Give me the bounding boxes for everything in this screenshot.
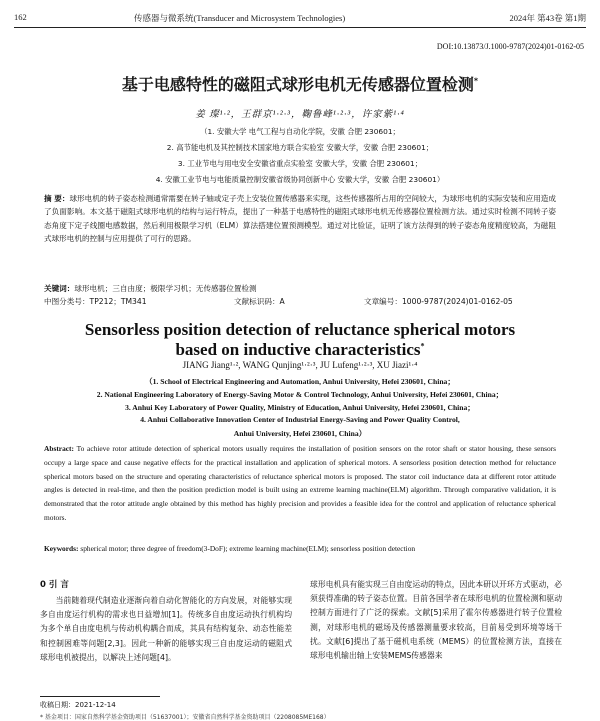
english-affiliation-2: 2. National Engineering Laboratory of Energy-Saving Motor & Control Technology, Anhui University, Hefei 230601, China； <box>96 390 504 399</box>
issue-info: 2024年 第43卷 第1期 <box>509 13 586 23</box>
body-right-column: 球形电机具有能实现三自由度运动的特点，因此本研以开环方式驱动，必须获得准确的转子姿态位置。目前各国学者在球形电机的位置检测和驱动控制方面进行了广泛的探索。文献[5]采用了霍尔传感器进行转子位置检测，对球形电机的磁场及传感器测量要求较高，目前易受到环境等场干扰。文献[6]提出了基于磁机电系统（MEMS）的位置检测方法，直接在球形电机输出轴上安装MEMS传感器来 <box>310 580 562 661</box>
chinese-affiliation-4: 4. 安徽工业节电与电能质量控制安徽省级协同创新中心 安徽大学，安徽 合肥 230601） <box>155 175 445 184</box>
english-affiliation-3: 3. Anhui Key Laboratory of Power Quality, Ministry of Education, Anhui University, Hefei 230601, China； <box>125 403 475 412</box>
section-heading-introduction: 0 引 言 <box>40 580 69 590</box>
doi[interactable]: DOI:10.13873/J.1000-9787(2024)01-0162-05 <box>436 42 584 51</box>
english-abstract <box>44 442 556 525</box>
english-affiliation-1: （1. School of Electrical Engineering and Automation, Anhui University, Hefei 230601, China； <box>145 377 455 386</box>
title-footnote-mark: * <box>473 76 479 86</box>
received-date: 收稿日期：2021-12-14 <box>40 701 116 709</box>
journal-name: 传感器与微系统(Transducer and Microsystem Technologies) <box>134 13 346 23</box>
fund-info: * 基金项目：国家自然科学基金资助项目（51637001）；安徽省自然科学基金资助项目（2208085ME168） <box>40 714 330 721</box>
english-affiliation-4a: 4. Anhui Collaborative Innovation Center of Industrial Energy-Saving and Power Quality Control, <box>140 415 460 424</box>
english-keywords-label: Keywords: <box>44 544 79 553</box>
chinese-keywords <box>44 283 556 294</box>
english-abstract-label: Abstract: <box>44 444 74 453</box>
header-rule <box>14 27 586 28</box>
english-affiliation-4b: Anhui University, Hefei 230601, China） <box>233 429 367 438</box>
document-code: 文献标识码：A <box>234 297 285 306</box>
english-title-line-2 <box>0 340 600 360</box>
english-keywords-text: spherical motor; three degree of freedom(3-DoF); extreme learning machine(ELM); sensorless position detection <box>80 544 416 553</box>
chinese-affiliation-1: （1. 安徽大学 电气工程与自动化学院，安徽 合肥 230601； <box>200 127 400 136</box>
english-keywords <box>44 542 556 556</box>
english-authors: JIANG Jiang¹·², WANG Qunjing¹·²·³, JU Lufeng¹·²·³, XU Jiazi¹·⁴ <box>182 360 418 370</box>
page-number: 162 <box>14 12 27 22</box>
chinese-abstract <box>44 192 556 246</box>
chinese-authors: 姜 璨¹·²，王群京¹·²·³，鞠鲁峰¹·²·³，许家紫¹·⁴ <box>195 110 405 120</box>
english-title-line-2-text: based on inductive characteristics <box>175 340 421 359</box>
clc-number: 中图分类号：TP212；TM341 <box>44 297 147 306</box>
english-title-line-1: Sensorless position detection of reluctance spherical motors <box>84 320 516 339</box>
chinese-affiliation-2: 2. 高节能电机及其控制技术国家地方联合实验室 安徽大学，安徽 合肥 230601； <box>166 143 434 152</box>
body-left-column: 当前随着现代制造业逐渐向着自动化智能化的方向发展，对能够实现多自由度运行机构的需求也日益增加[1]。传统多自由度运动执行机构均为多个单自由度电机与传动机构耦合而成，其具有结构复杂、动态性能差和控制困难等问题[2,3]。因此一种新的能够实现三自由度运动的磁阻式球形电机被提出，以解决上述问题[4]。 <box>40 596 292 662</box>
english-abstract-text: To achieve rotor attitude detection of spherical motors usually requires the installation of position sensors on the rotor shaft or stator housing, these sensors occupy a large space and cause negative effects for the practical installation and application of spherical motors. A sensorless position detection method for reluctance spherical motors based on the structure and operating characteristics of reluctance spherical motors is proposed. The stator coil inductance data at different rotor attitude angles is detected in real-time, and then the position prediction model is built using an extreme learning machine(ELM) algorithm. Through comparative validation, it is demonstrated that the rotor attitude angle obtained by this method has highly precision and provides a feasible idea for the control and application of reluctance spherical motors. <box>44 444 557 522</box>
chinese-title-text: 基于电感特性的磁阻式球形电机无传感器位置检测 <box>121 75 474 94</box>
chinese-affiliation-3: 3. 工业节电与用电安全安徽省重点实验室 安徽大学，安徽 合肥 230601； <box>177 159 423 168</box>
footnote-rule <box>40 696 160 697</box>
chinese-keywords-text: 球形电机；三自由度；极限学习机；无传感器位置检测 <box>74 284 257 293</box>
running-header <box>14 12 586 26</box>
english-title-footnote-mark: * <box>420 341 425 351</box>
chinese-abstract-text: 球形电机的转子姿态检测通常需要在转子轴或定子壳上安装位置传感器来实现，这些传感器所占用的空间较大，为球形电机的实际安装和应用造成了负面影响。本文基于磁阻式球形电机的结构与运行特点，提出了一种基于电感特性的磁阻式球形电机无传感器位置检测方法。通过实时检测不同转子姿态角度下定子线圈电感数据，然后利用极限学习机（ELM）算法搭建位置预测模型。通过对比验证，证明了该方法得到的转子姿态角度精度较高，为磁阻式球形电机的控制与应用提供了可行的思路。 <box>44 194 556 244</box>
chinese-abstract-label: 摘 要： <box>44 194 70 203</box>
chinese-keywords-label: 关键词： <box>44 284 75 293</box>
article-number: 文章编号：1000-9787(2024)01-0162-05 <box>364 297 513 306</box>
chinese-title <box>0 72 600 95</box>
